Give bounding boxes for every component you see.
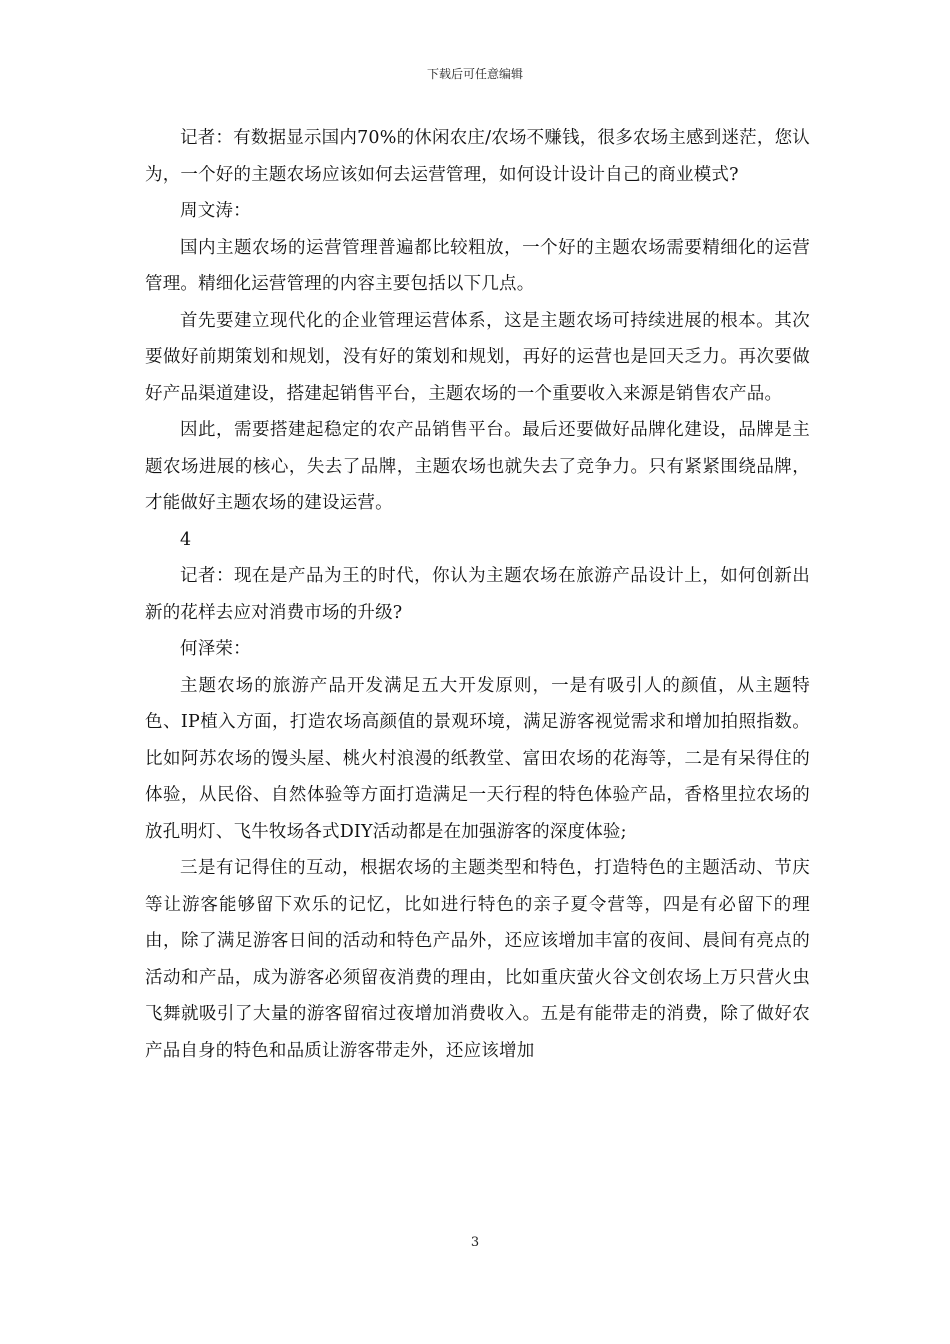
document-body xyxy=(145,120,810,1069)
page-number: 3 xyxy=(470,1235,480,1250)
page-header: 下载后可任意编辑 xyxy=(426,67,523,81)
paragraph-answer-2: 首先要建立现代化的企业管理运营体系，这是主题农场可持续进展的根本。其次要做好前期策划和规划，没有好的策划和规划，再好的运营也是回天乏力。再次要做好产品渠道建设，搭建起销售平台，主题农场的一个重要收入来源是销售农产品。 xyxy=(145,310,810,404)
paragraph-reporter-question-1: 记者：有数据显示国内70%的休闲农庄/农场不赚钱，很多农场主感到迷茫，您认为，一个好的主题农场应该如何去运营管理，如何设计设计自己的商业模式? xyxy=(145,128,810,185)
paragraph-answer-4: 主题农场的旅游产品开发满足五大开发原则，一是有吸引人的颜值，从主题特色、IP植入方面，打造农场高颜值的景观环境，满足游客视觉需求和增加拍照指数。比如阿苏农场的馒头屋、桃火村浪漫的纸教堂、富田农场的花海等，二是有呆得住的体验，从民俗、自然体验等方面打造满足一天行程的特色体验产品，香格里拉农场的放孔明灯、飞牛牧场各式DIY活动都是在加强游客的深度体验; xyxy=(145,675,810,842)
paragraph-answer-1: 国内主题农场的运营管理普遍都比较粗放，一个好的主题农场需要精细化的运营管理。精细化运营管理的内容主要包括以下几点。 xyxy=(145,237,810,294)
paragraph-speaker-zhou: 周文涛： xyxy=(180,201,251,221)
paragraph-reporter-question-2: 记者：现在是产品为王的时代，你认为主题农场在旅游产品设计上，如何创新出新的花样去应对消费市场的升级? xyxy=(145,566,810,623)
paragraph-answer-5: 三是有记得住的互动，根据农场的主题类型和特色，打造特色的主题活动、节庆等让游客能够留下欢乐的记忆，比如进行特色的亲子夏令营等，四是有必留下的理由，除了满足游客日间的活动和特色产品外，还应该增加丰富的夜间、晨间有亮点的活动和产品，成为游客必须留夜消费的理由，比如重庆萤火谷文创农场上万只营火虫飞舞就吸引了大量的游客留宿过夜增加消费收入。五是有能带走的消费，除了做好农产品自身的特色和品质让游客带走外，还应该增加 xyxy=(145,858,810,1061)
paragraph-section-number: 4 xyxy=(180,529,192,550)
paragraph-answer-3: 因此，需要搭建起稳定的农产品销售平台。最后还要做好品牌化建设，品牌是主题农场进展的核心，失去了品牌，主题农场也就失去了竞争力。只有紧紧围绕品牌，才能做好主题农场的建设运营。 xyxy=(145,420,810,513)
paragraph-speaker-he: 何泽荣： xyxy=(180,639,251,659)
